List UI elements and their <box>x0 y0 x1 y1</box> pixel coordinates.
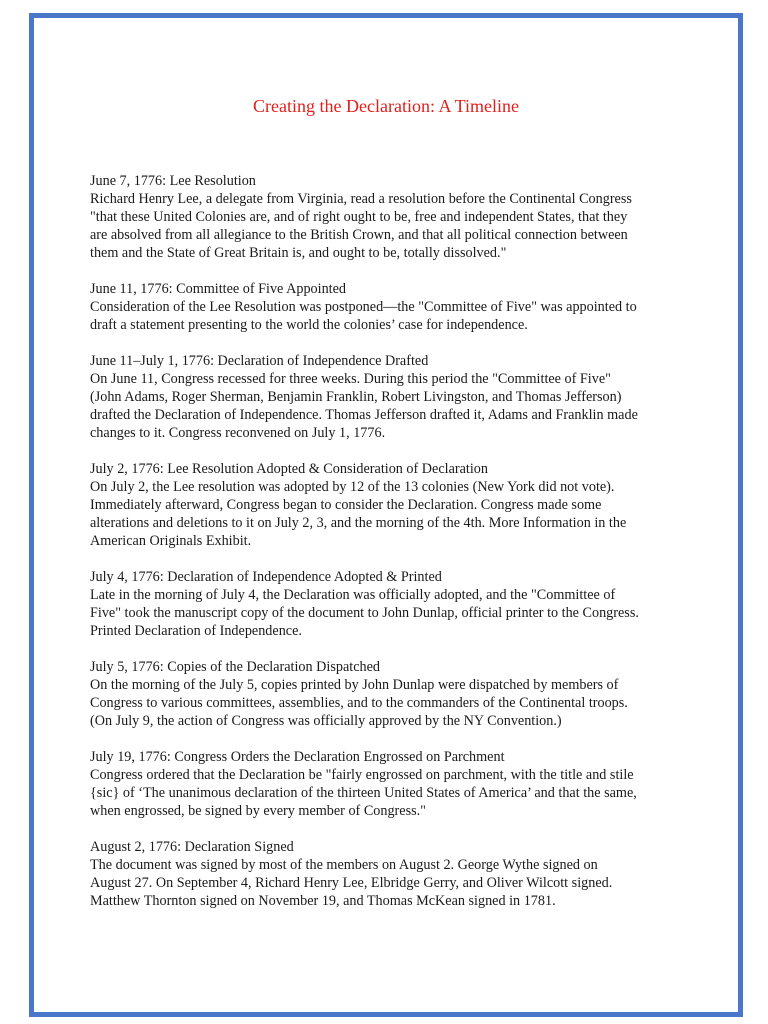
timeline <box>90 172 690 928</box>
timeline-entry <box>90 280 690 334</box>
timeline-entry <box>90 838 690 910</box>
entry-body: On June 11, Congress recessed for three weeks. During this period the "Committee of Five" (John Adams, Roger Sherman, Benjamin Franklin, Robert Livingston, and Thomas Jefferson) drafted the Declaration of Independence. Thomas Jefferson drafted it, Adams and Franklin made changes to it. Congress reconvened on July 1, 1776. <box>90 371 638 441</box>
entry-body: Congress ordered that the Declaration be "fairly engrossed on parchment, with the title and stile {sic} of ‘The unanimous declaration of the thirteen United States of America’ and that the same, when engrossed, be signed by every member of Congress." <box>90 767 637 819</box>
timeline-entry <box>90 352 690 442</box>
entry-heading: July 5, 1776: Copies of the Declaration Dispatched <box>90 659 380 675</box>
page-frame <box>29 13 743 1017</box>
entry-heading: June 7, 1776: Lee Resolution <box>90 173 256 189</box>
entry-body: Consideration of the Lee Resolution was postponed—the "Committee of Five" was appointed to draft a statement presenting to the world the colonies’ case for independence. <box>90 299 637 333</box>
entry-heading: July 4, 1776: Declaration of Independence Adopted & Printed <box>90 569 442 585</box>
entry-heading: July 19, 1776: Congress Orders the Declaration Engrossed on Parchment <box>90 749 505 765</box>
timeline-entry <box>90 172 690 262</box>
entry-body: Richard Henry Lee, a delegate from Virginia, read a resolution before the Continental Congress "that these United Colonies are, and of right ought to be, free and independent States, that they are absolved from all allegiance to the British Crown, and that all political connection between them and the State of Great Britain is, and ought to be, totally dissolved." <box>90 191 632 261</box>
document-title: Creating the Declaration: A Timeline <box>253 96 519 116</box>
entry-heading: June 11, 1776: Committee of Five Appointed <box>90 281 347 297</box>
timeline-entry <box>90 748 690 820</box>
timeline-entry <box>90 658 690 730</box>
entry-body: On July 2, the Lee resolution was adopted by 12 of the 13 colonies (New York did not vote). Immediately afterward, Congress began to consider the Declaration. Congress made some alterations and deletions to it on July 2, 3, and the morning of the 4th. More Information in the American Originals Exhibit. <box>90 479 627 549</box>
entry-heading: June 11–July 1, 1776: Declaration of Independence Drafted <box>90 353 429 369</box>
timeline-entry <box>90 460 690 550</box>
timeline-entry <box>90 568 690 640</box>
entry-body: The document was signed by most of the members on August 2. George Wythe signed on August 27. On September 4, Richard Henry Lee, Elbridge Gerry, and Oliver Wilcott signed. Matthew Thornton signed on November 19, and Thomas McKean signed in 1781. <box>90 857 613 909</box>
entry-heading: August 2, 1776: Declaration Signed <box>90 839 294 855</box>
entry-body: Late in the morning of July 4, the Declaration was officially adopted, and the "Committee of Five" took the manuscript copy of the document to John Dunlap, official printer to the Congress. Printed Declaration of Independence. <box>90 587 639 639</box>
entry-body: On the morning of the July 5, copies printed by John Dunlap were dispatched by members of Congress to various committees, assemblies, and to the commanders of the Continental troops. (On July 9, the action of Congress was officially approved by the NY Convention.) <box>90 677 628 729</box>
entry-heading: July 2, 1776: Lee Resolution Adopted & Consideration of Declaration <box>90 461 488 477</box>
